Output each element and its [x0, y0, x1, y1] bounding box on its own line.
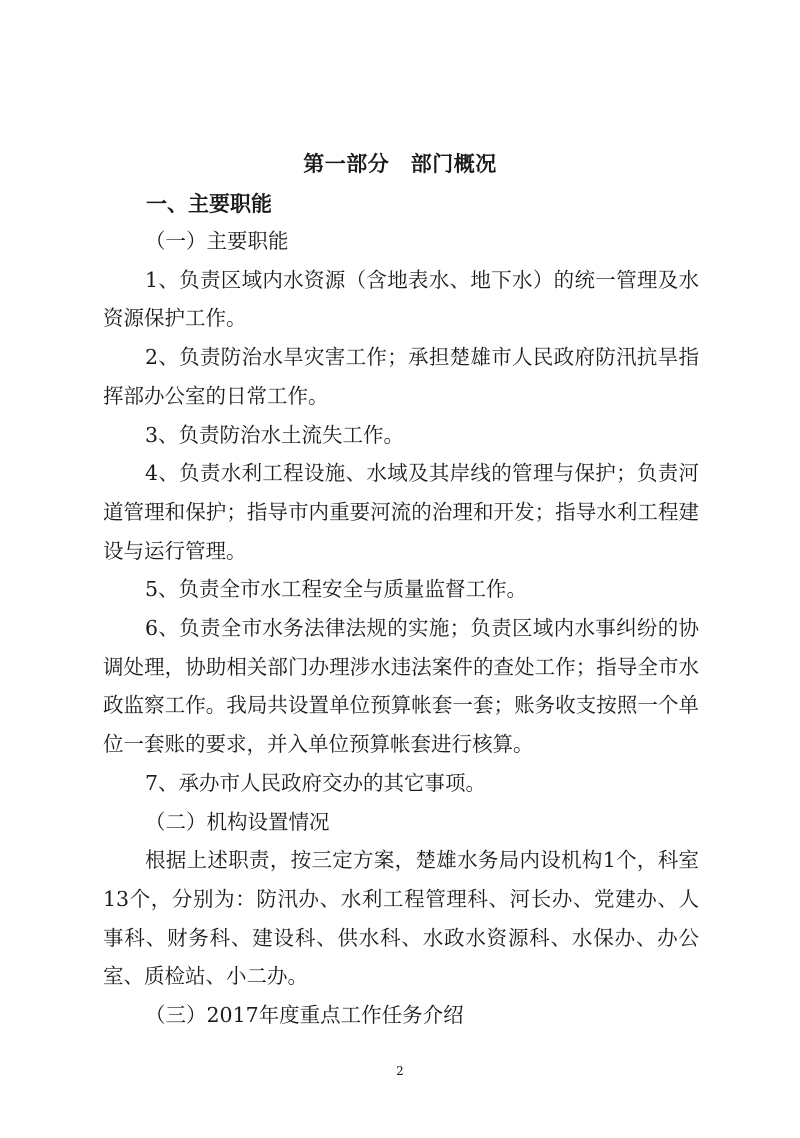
subheading-main-functions: （一）主要职能: [145, 229, 289, 253]
paragraph-organization: 根据上述职责，按三定方案，楚雄水务局内设机构1个，科室13个，分别为：防汛办、水利工程管理科、河长办、党建办、人事科、财务科、建设科、供水科、水政水资源科、水保办、办公室、质检站、小二办。: [103, 848, 699, 989]
body-text: [103, 222, 699, 1035]
paragraph-function-4: 4、负责水利工程设施、水域及其岸线的管理与保护；负责河道管理和保护；指导市内重要河流的治理和开发；指导水利工程建设与运行管理。: [103, 461, 699, 563]
part-title: 第一部分 部门概况: [303, 152, 497, 176]
subheading-key-tasks: （三）2017年度重点工作任务介绍: [145, 1003, 464, 1028]
page-number: 2: [396, 1064, 404, 1078]
paragraph-function-5: 5、负责全市水工程安全与质量监督工作。: [145, 577, 528, 602]
section-heading: 一、主要职能: [146, 192, 272, 216]
paragraph-function-2: 2、负责防治水旱灾害工作；承担楚雄市人民政府防汛抗旱指挥部办公室的日常工作。: [103, 345, 699, 408]
paragraph-function-1: 1、负责区域内水资源（含地表水、地下水）的统一管理及水资源保护工作。: [103, 267, 699, 331]
paragraph-function-7: 7、承办市人民政府交办的其它事项。: [145, 770, 487, 795]
paragraph-function-3: 3、负责防治水土流失工作。: [145, 422, 405, 447]
subheading-organization: （二）机构设置情况: [145, 809, 330, 834]
paragraph-function-6: 6、负责全市水务法律法规的实施；负责区域内水事纠纷的协调处理，协助相关部门办理涉水违法案件的查处工作；指导全市水政监察工作。我局共设置单位预算帐套一套；账务收支按照一个单位一套账的要求，并入单位预算帐套进行核算。: [103, 616, 699, 757]
